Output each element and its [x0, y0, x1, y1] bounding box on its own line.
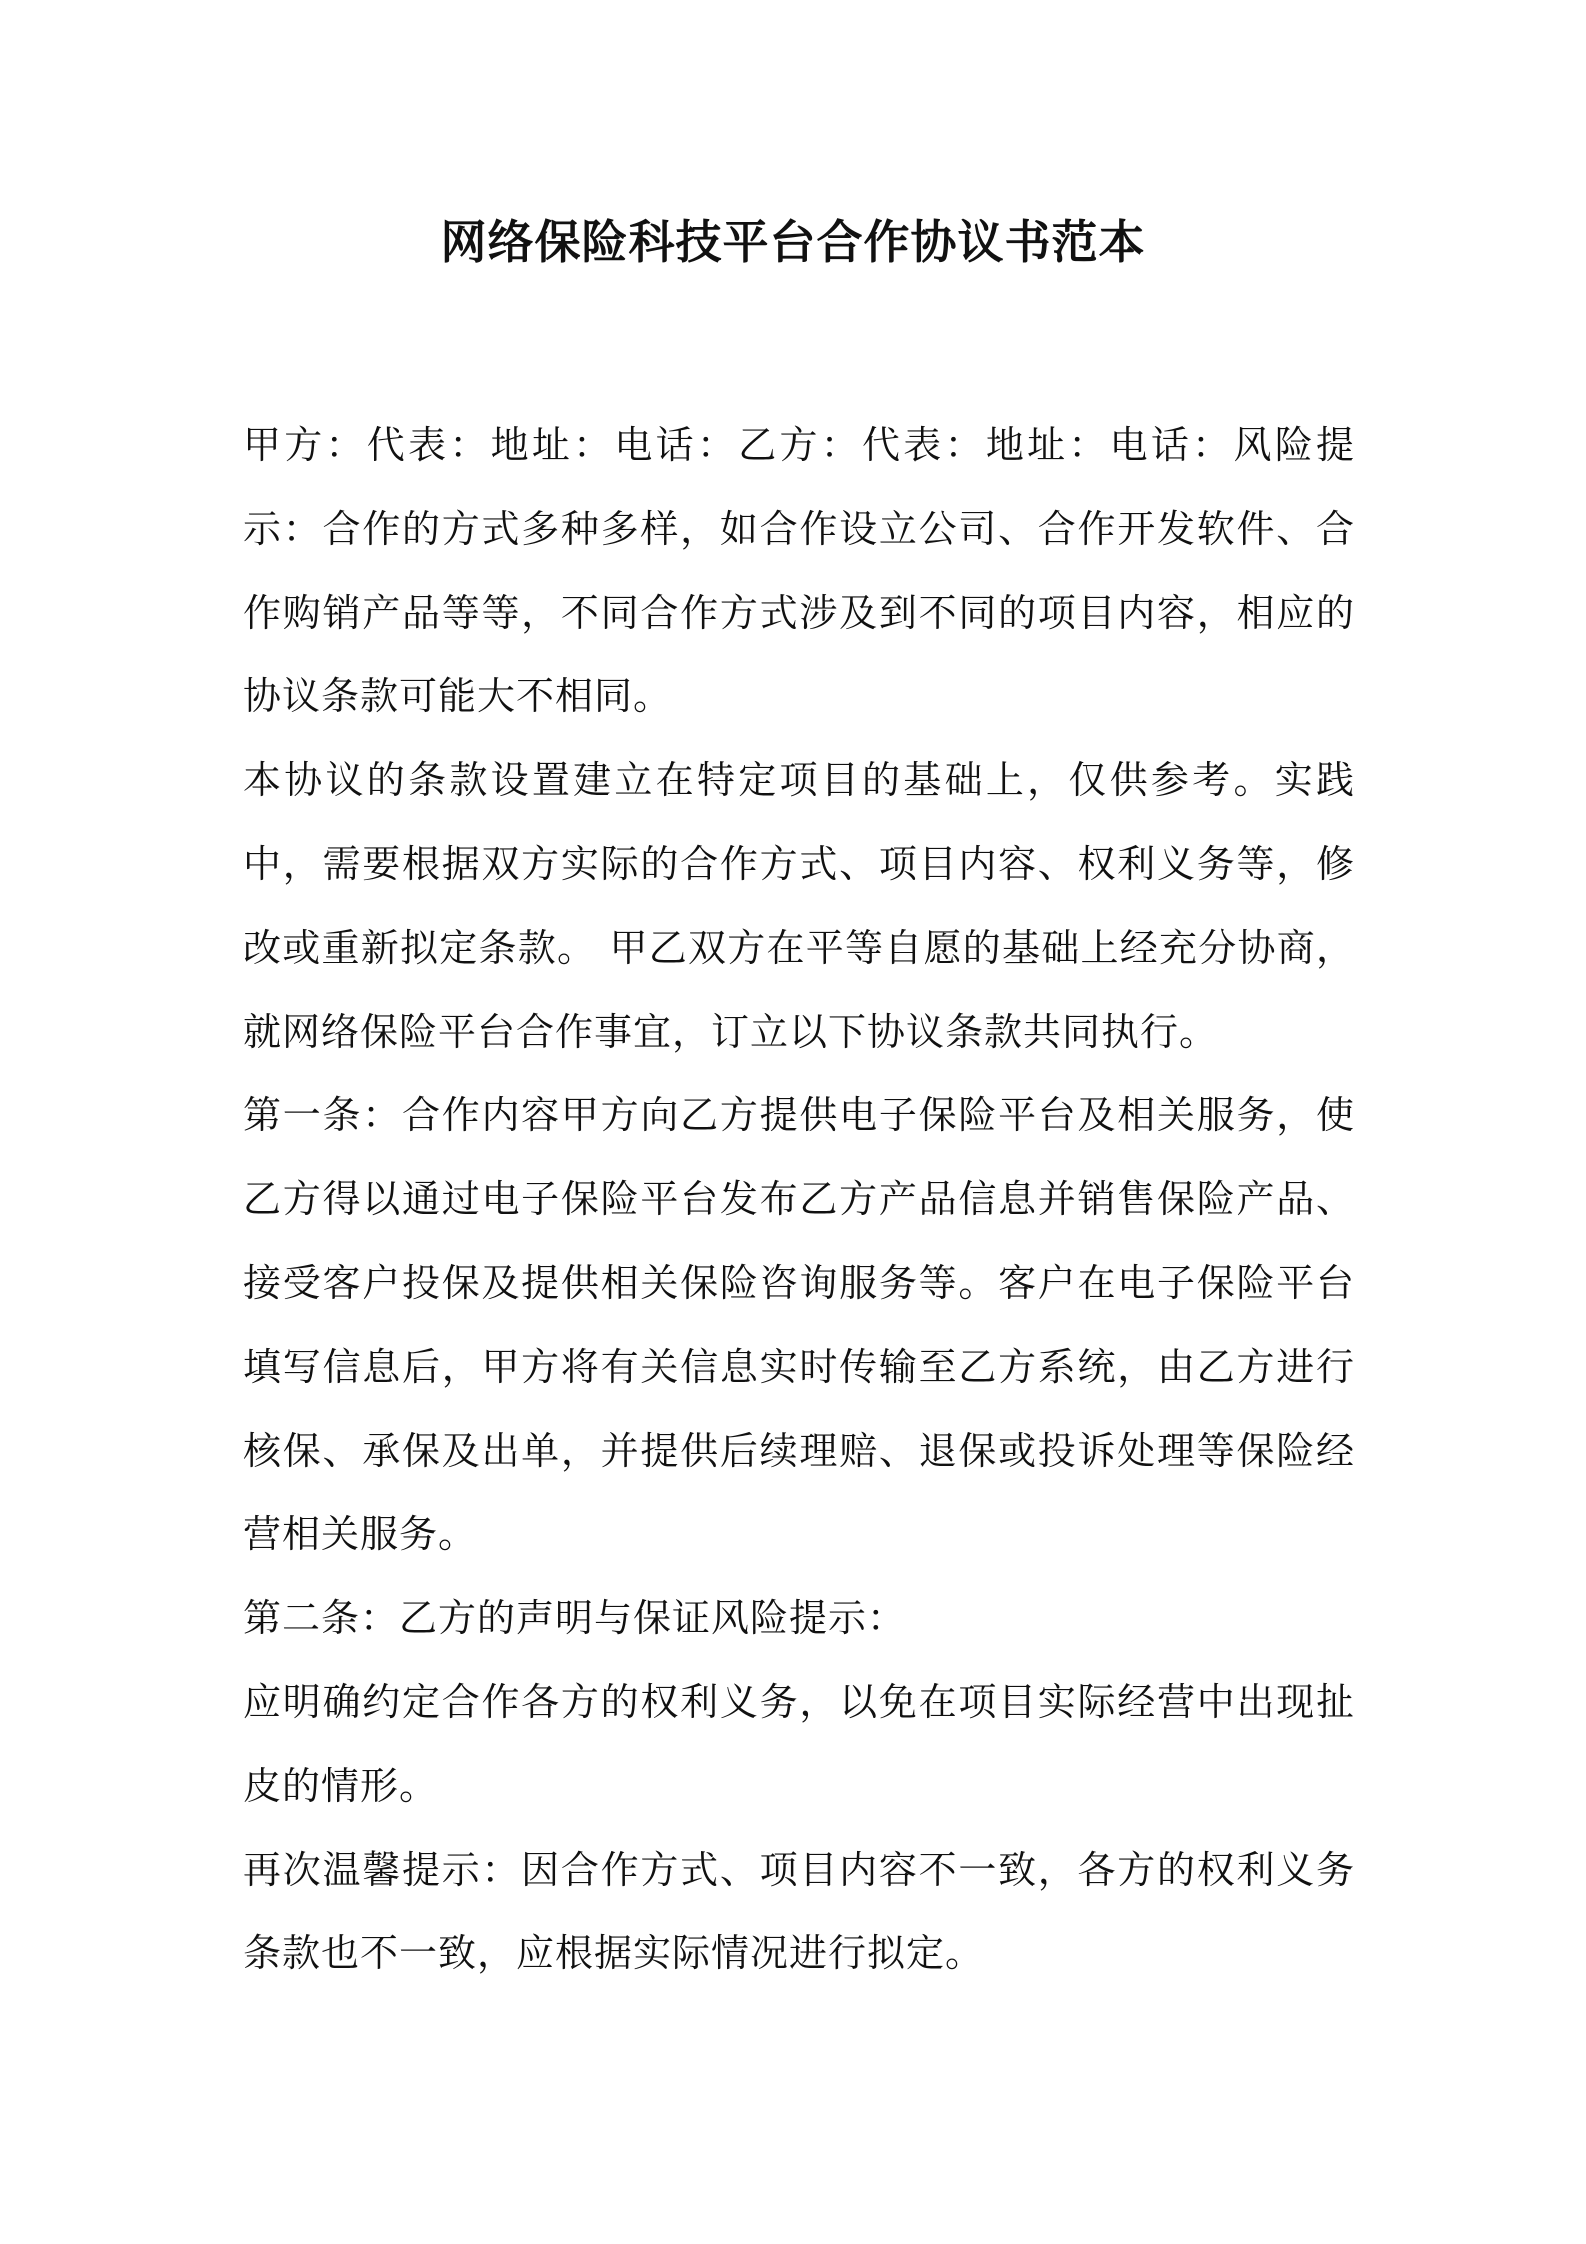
paragraph-rights-obligations: 应明确约定合作各方的权利义务，以免在项目实际经营中出现扯皮的情形。: [243, 1679, 1355, 1808]
paragraph-reference-note: 本协议的条款设置建立在特定项目的基础上，仅供参考。实践中，需要根据双方实际的合作方式、项目内容、权利义务等，修改或重新拟定条款。 甲乙双方在平等自愿的基础上经充分协商，就网络保险平台合作事宜，订立以下协议条款共同执行。: [243, 758, 1355, 1054]
document-body: [243, 404, 1355, 1996]
document-title: 网络保险科技平台合作协议书范本: [440, 215, 1146, 269]
paragraph-article-one: 第一条：合作内容甲方向乙方提供电子保险平台及相关服务，使乙方得以通过电子保险平台发布乙方产品信息并销售保险产品、接受客户投保及提供相关保险咨询服务等。客户在电子保险平台填写信息后，甲方将有关信息实时传输至乙方系统，由乙方进行核保、承保及出单，并提供后续理赔、退保或投诉处理等保险经营相关服务。: [243, 1093, 1355, 1557]
paragraph-parties-risk-notice: 甲方：代表：地址：电话：乙方：代表：地址：电话：风险提示：合作的方式多种多样，如合作设立公司、合作开发软件、合作购销产品等等，不同合作方式涉及到不同的项目内容，相应的协议条款可能大不相同。: [243, 423, 1355, 719]
paragraph-reminder: 再次温馨提示：因合作方式、项目内容不一致，各方的权利义务条款也不一致，应根据实际情况进行拟定。: [243, 1847, 1355, 1976]
paragraph-article-two: 第二条：乙方的声明与保证风险提示：: [243, 1596, 907, 1641]
